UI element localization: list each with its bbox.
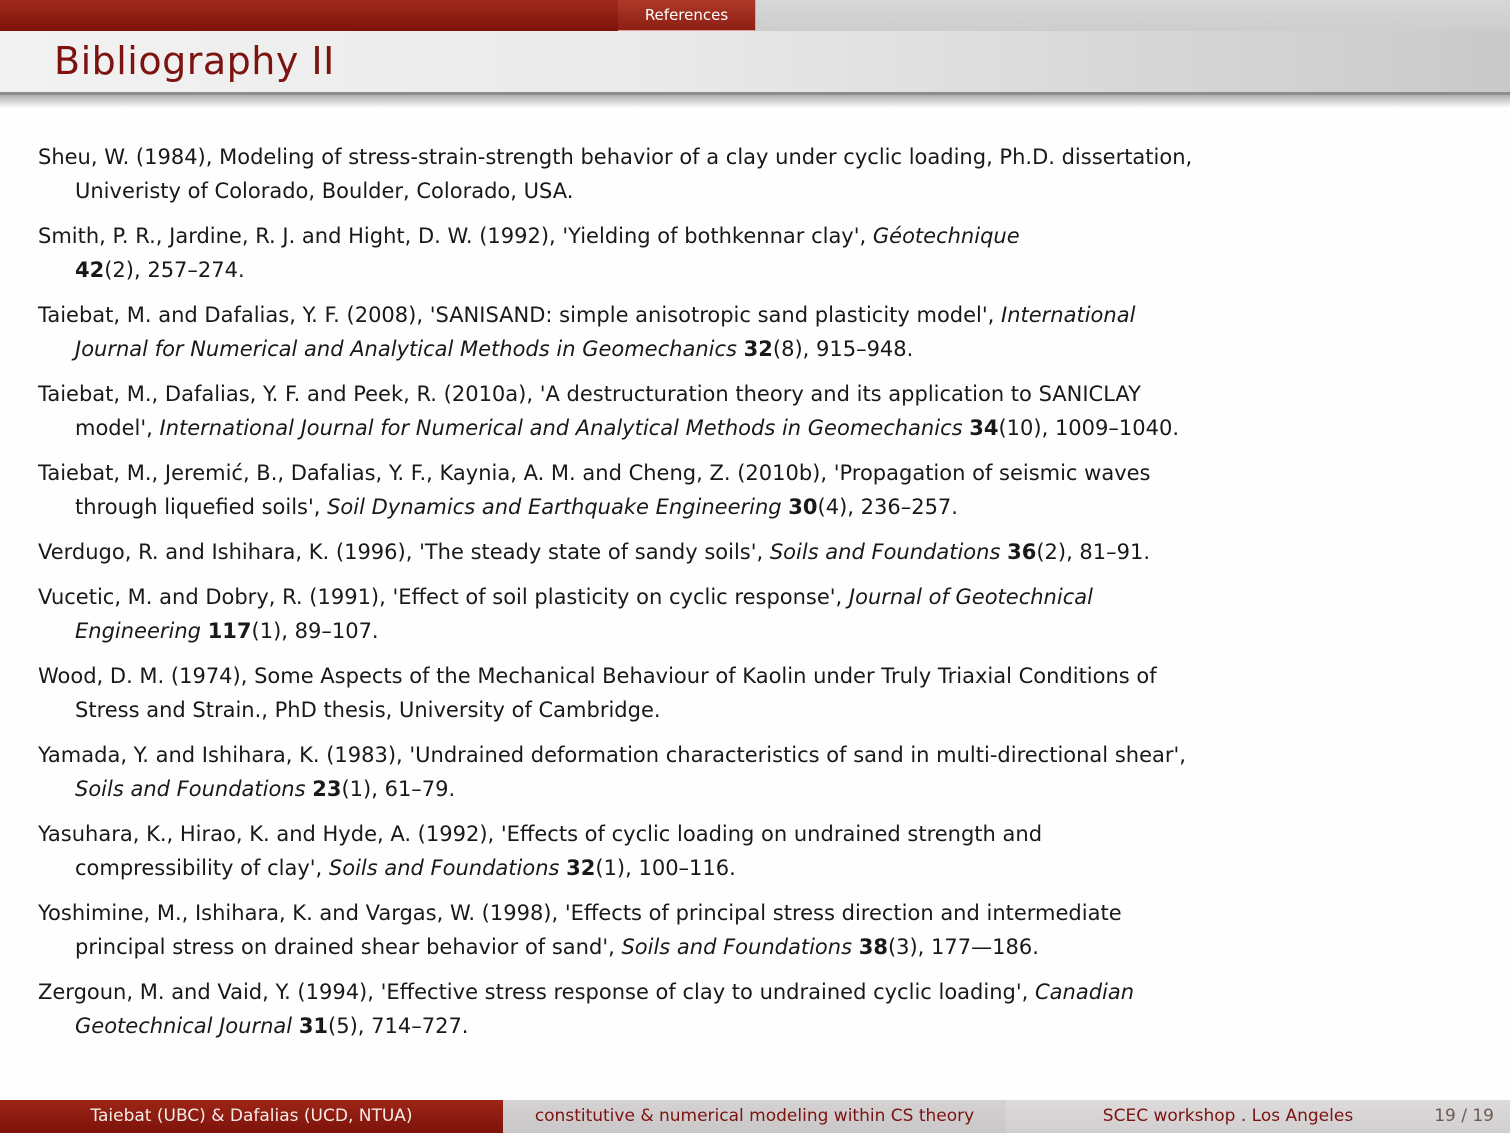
reference-entry bbox=[38, 456, 1482, 524]
reference-line: compressibility of clay', Soils and Foundations 32(1), 100–116. bbox=[75, 856, 736, 880]
reference-line: principal stress on drained shear behavior of sand', Soils and Foundations 38(3), 177—186. bbox=[75, 935, 1039, 959]
reference-entry bbox=[38, 738, 1482, 806]
reference-line: Taiebat, M. and Dafalias, Y. F. (2008), 'SANISAND: simple anisotropic sand plasticity model', International bbox=[38, 303, 1136, 327]
footer-date-box bbox=[1006, 1100, 1510, 1133]
reference-line: Yamada, Y. and Ishihara, K. (1983), 'Undrained deformation characteristics of sand in multi-directional shear', bbox=[38, 743, 1186, 767]
reference-entry bbox=[38, 659, 1482, 727]
reference-line: Wood, D. M. (1974), Some Aspects of the Mechanical Behaviour of Kaolin under Truly Triaxial Conditions of bbox=[38, 664, 1157, 688]
frame-title-strip bbox=[0, 31, 1510, 95]
reference-line: Soils and Foundations 23(1), 61–79. bbox=[75, 777, 456, 801]
reference-entry bbox=[38, 975, 1482, 1043]
reference-entry bbox=[38, 817, 1482, 885]
reference-entry bbox=[38, 219, 1482, 287]
headline bbox=[0, 0, 1510, 31]
reference-entry bbox=[38, 298, 1482, 366]
reference-line: through liquefied soils', Soil Dynamics and Earthquake Engineering 30(4), 236–257. bbox=[75, 495, 958, 519]
page-title: Bibliography II bbox=[54, 39, 335, 83]
reference-entry bbox=[38, 140, 1482, 208]
footer-venue: SCEC workshop . Los Angeles bbox=[1102, 1106, 1354, 1126]
reference-line: Vucetic, M. and Dobry, R. (1991), 'Effect of soil plasticity on cyclic response', Journal of Geotechnical bbox=[38, 585, 1093, 609]
footer-short-title: constitutive & numerical modeling within CS theory bbox=[503, 1100, 1006, 1133]
reference-line: Yoshimine, M., Ishihara, K. and Vargas, W. (1998), 'Effects of principal stress direction and intermediate bbox=[38, 901, 1122, 925]
footline bbox=[0, 1100, 1510, 1133]
reference-line: Verdugo, R. and Ishihara, K. (1996), 'The steady state of sandy soils', Soils and Foundations 36(2), 81–91. bbox=[38, 540, 1151, 564]
reference-line: Yasuhara, K., Hirao, K. and Hyde, A. (1992), 'Effects of cyclic loading on undrained strength and bbox=[38, 822, 1043, 846]
reference-line: Taiebat, M., Jeremić, B., Dafalias, Y. F., Kaynia, A. M. and Cheng, Z. (2010b), 'Propagation of seismic waves bbox=[38, 461, 1151, 485]
section-tab-references[interactable] bbox=[618, 0, 756, 31]
reference-entry bbox=[38, 377, 1482, 445]
reference-entry bbox=[38, 896, 1482, 964]
reference-line: model', International Journal for Numerical and Analytical Methods in Geomechanics 34(10), 1009–1040. bbox=[75, 416, 1180, 440]
footer-authors: Taiebat (UBC) & Dafalias (UCD, NTUA) bbox=[0, 1100, 503, 1133]
reference-line: Engineering 117(1), 89–107. bbox=[75, 619, 379, 643]
section-tab-label: References bbox=[644, 6, 729, 24]
reference-line: Univeristy of Colorado, Boulder, Colorado, USA. bbox=[75, 179, 574, 203]
reference-line: Sheu, W. (1984), Modeling of stress-strain-strength behavior of a clay under cyclic loading, Ph.D. dissertation, bbox=[38, 145, 1193, 169]
reference-entry bbox=[38, 535, 1482, 569]
reference-line: Taiebat, M., Dafalias, Y. F. and Peek, R. (2010a), 'A destructuration theory and its application to SANICLAY bbox=[38, 382, 1141, 406]
reference-line: Zergoun, M. and Vaid, Y. (1994), 'Effective stress response of clay to undrained cyclic loading', Canadian bbox=[38, 980, 1135, 1004]
reference-line: Stress and Strain., PhD thesis, University of Cambridge. bbox=[75, 698, 661, 722]
reference-line: Journal for Numerical and Analytical Methods in Geomechanics 32(8), 915–948. bbox=[75, 337, 914, 361]
references-list bbox=[38, 140, 1482, 1054]
reference-entry bbox=[38, 580, 1482, 648]
page-indicator: 19 / 19 bbox=[1434, 1106, 1494, 1126]
headline-subsection-bar bbox=[755, 0, 1510, 31]
reference-line: Geotechnical Journal 31(5), 714–727. bbox=[75, 1014, 469, 1038]
frame-title-shadow bbox=[0, 95, 1510, 108]
reference-line: Smith, P. R., Jardine, R. J. and Hight, D. W. (1992), 'Yielding of bothkennar clay', Géotechnique bbox=[38, 224, 1020, 248]
reference-line: 42(2), 257–274. bbox=[75, 258, 245, 282]
